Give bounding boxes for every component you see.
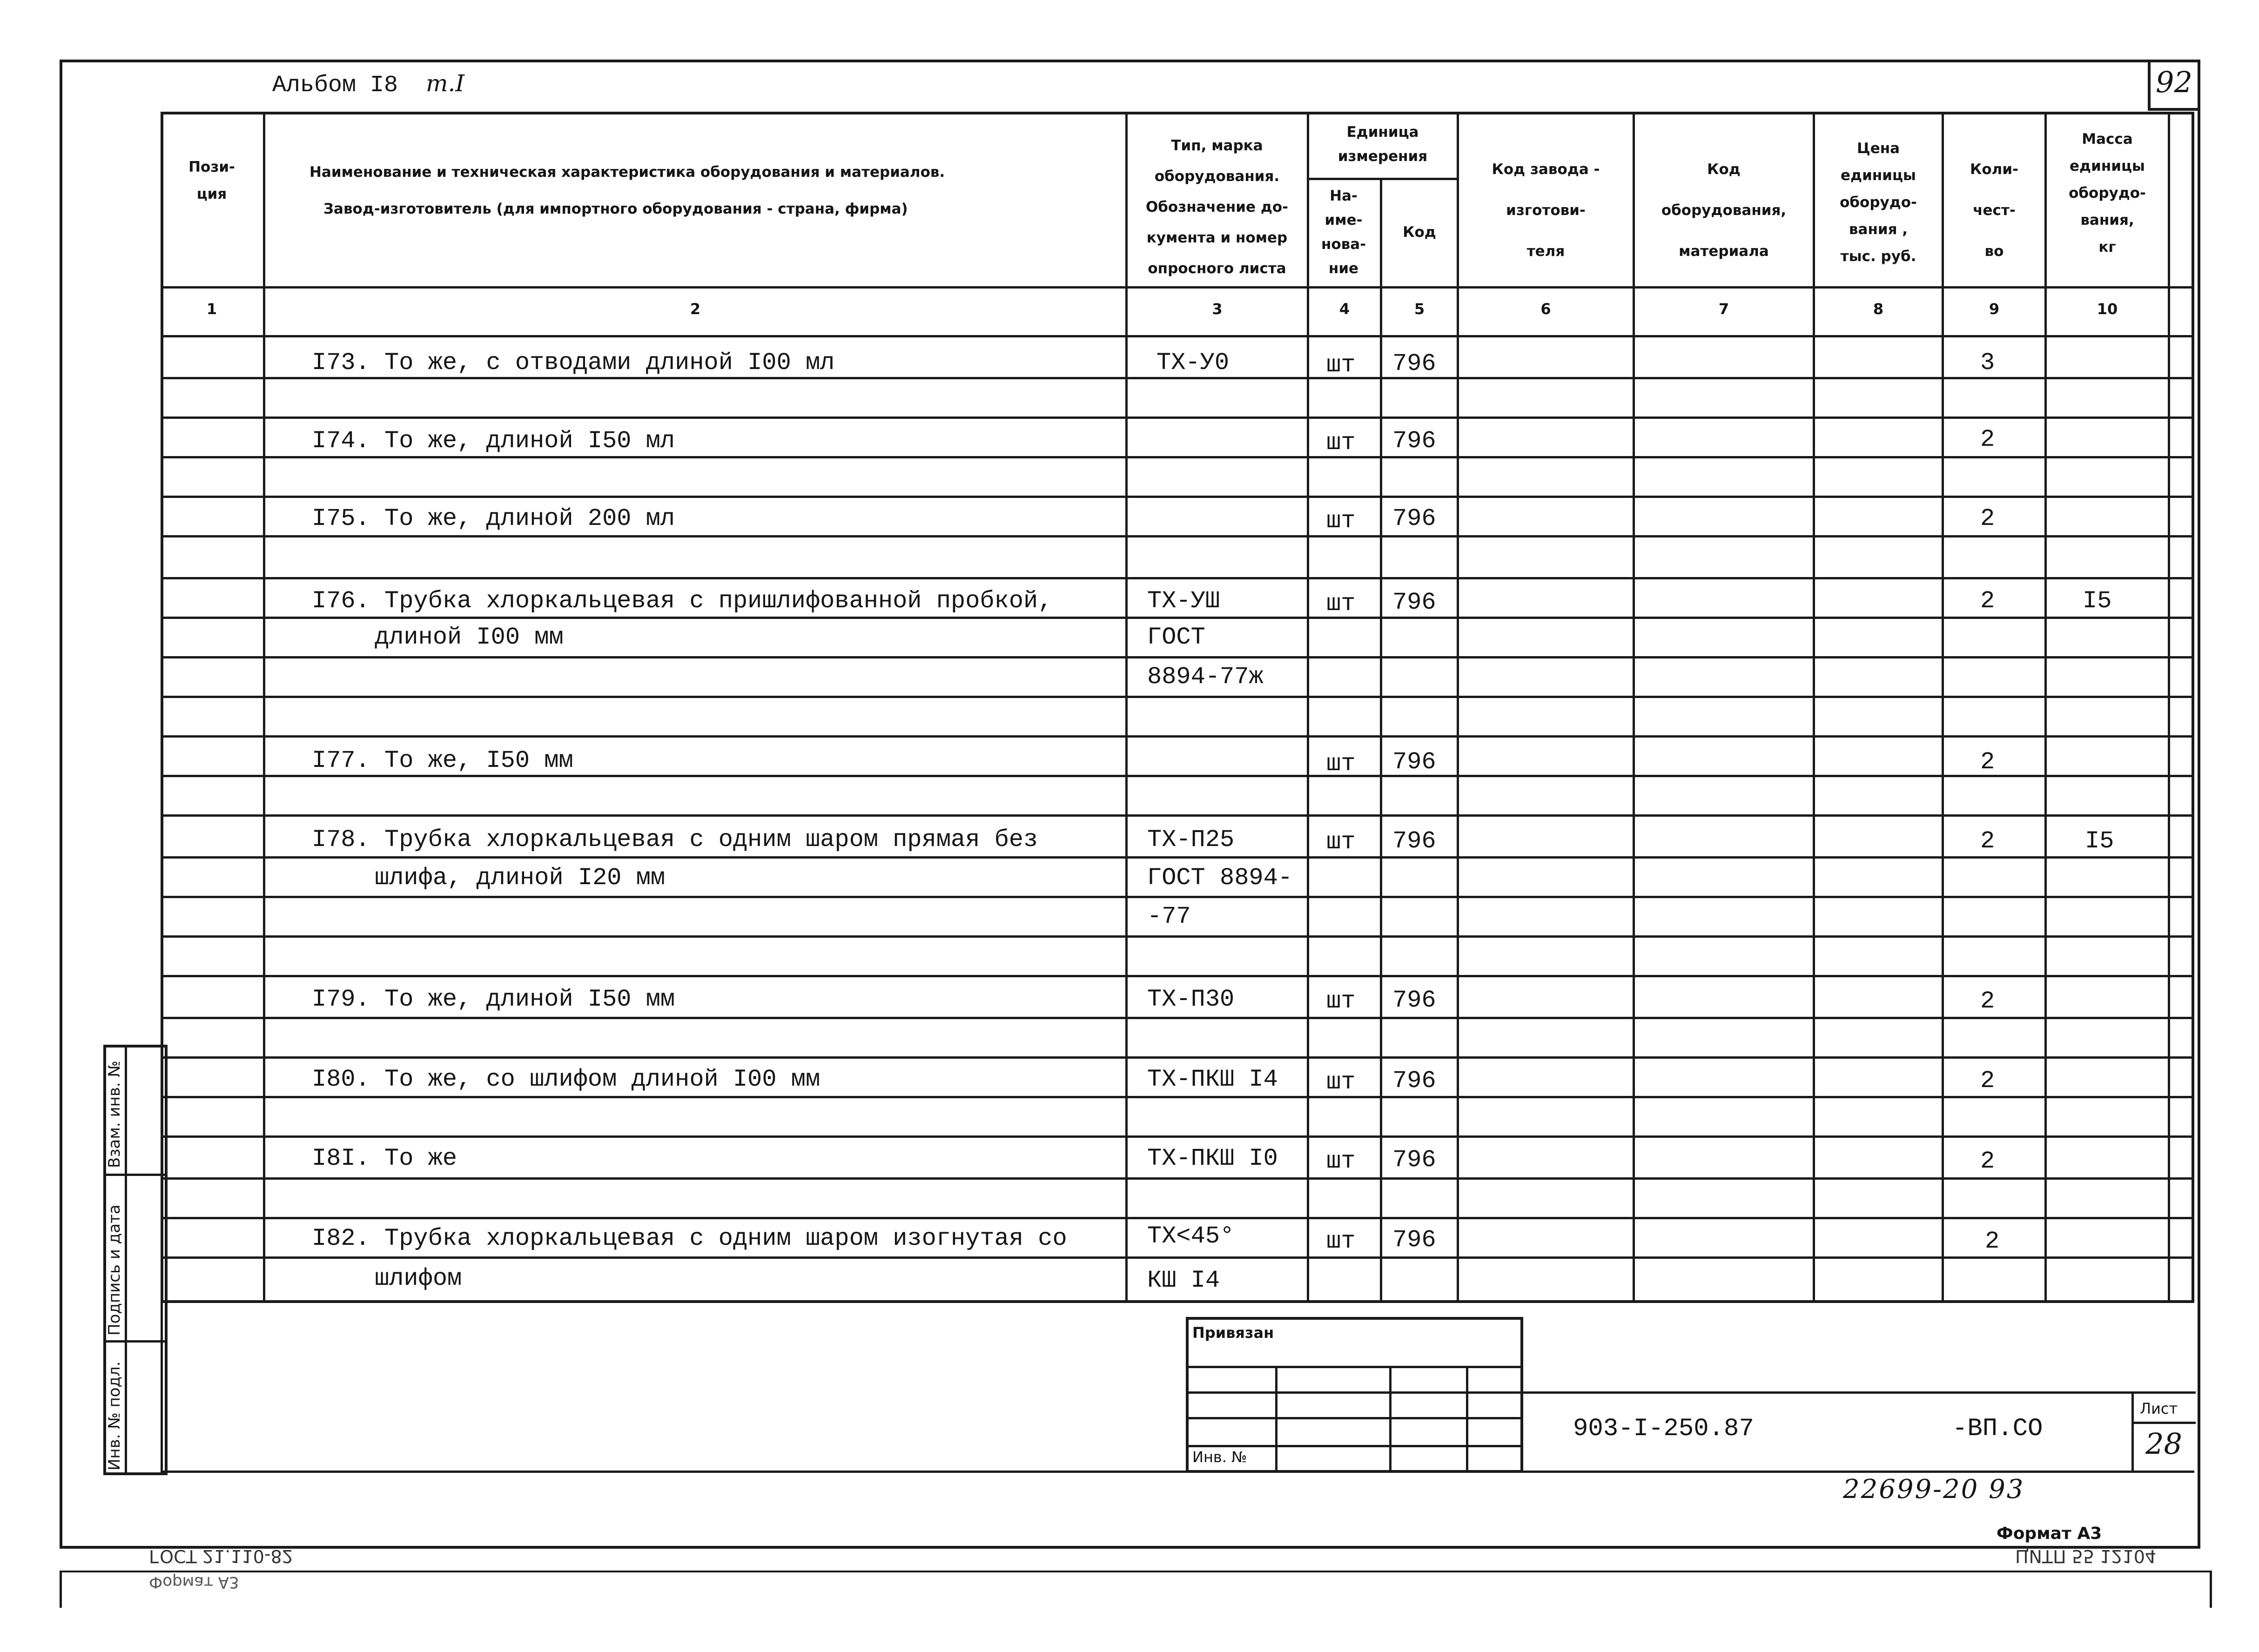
row-182-name-cont: шлифом: [375, 1265, 462, 1292]
album-title: Альбом I8 т.I: [272, 70, 465, 99]
col-1-title: Пози- ция: [188, 159, 235, 202]
col-num-5: 5: [1414, 300, 1425, 318]
col-8-title: Цена единицы оборудо- вания , тыс. руб.: [1840, 140, 1917, 265]
row-178-type-cont: ГОСТ 8894-: [1147, 864, 1293, 892]
col-num-3: 3: [1212, 300, 1223, 318]
row-176-type-cont2: 8894-77ж: [1147, 663, 1264, 691]
col-num-4: 4: [1339, 300, 1350, 318]
row-180-name: I80. То же, со шлифом длиной I00 мм: [312, 1066, 820, 1093]
album-part: т.I: [426, 70, 465, 97]
stamp-inv-label: Инв. №: [1192, 1448, 1247, 1466]
row-177-unit: шт: [1326, 750, 1356, 778]
mirrored-format: Формат А3: [149, 1573, 239, 1592]
row-180-type: ТХ-ПКШ I4: [1147, 1066, 1278, 1093]
row-180-qty: 2: [1980, 1067, 1995, 1095]
row-182-type-cont: КШ I4: [1147, 1267, 1220, 1294]
row-176-qty: 2: [1980, 587, 1995, 615]
col-num-10: 10: [2097, 300, 2118, 318]
row-173-unit: шт: [1326, 351, 1356, 379]
row-179-name: I79. То же, длиной I50 мм: [312, 986, 675, 1013]
col-num-7: 7: [1718, 300, 1729, 318]
row-181-qty: 2: [1980, 1148, 1995, 1175]
row-173-qty: 3: [1980, 349, 1995, 376]
col-2-title: Наименование и техническая характеристика оборудования и материалов. Завод-изготовитель (для импортного оборудования - страна, фирма): [309, 164, 945, 217]
row-180-code: 796: [1392, 1067, 1436, 1095]
unit-group-title: Единица измерения: [1338, 124, 1428, 165]
row-181-code: 796: [1392, 1146, 1436, 1174]
bottom-strip-line: [60, 1571, 2210, 1572]
row-175-qty: 2: [1980, 505, 1995, 532]
row-173-type: ТХ-У0: [1156, 349, 1230, 376]
row-175-unit: шт: [1326, 507, 1356, 535]
handwritten-number: 22699-20 93: [1843, 1474, 2025, 1504]
row-176-name-cont: длиной I00 мм: [375, 624, 564, 651]
row-178-unit: шт: [1326, 828, 1356, 856]
col-5-title: Код: [1403, 224, 1436, 241]
row-178-type: ТХ-П25: [1147, 826, 1235, 853]
stamp-list-number: 28: [2145, 1427, 2182, 1461]
mirrored-gost: ГОСТ 21.110-82: [149, 1546, 293, 1566]
row-178-name-cont: шлифа, длиной I20 мм: [375, 864, 666, 892]
col-7-title: Код оборудования, материала: [1661, 161, 1787, 260]
format-label: Формат А3: [1997, 1524, 2102, 1543]
row-178-mass: I5: [2085, 827, 2114, 855]
row-177-name: I77. То же, I50 мм: [312, 747, 573, 774]
row-179-unit: шт: [1326, 987, 1356, 1015]
table-frame: [161, 112, 2194, 1303]
row-182-name: I82. Трубка хлоркальцевая с одним шаром изогнутая со: [312, 1225, 1067, 1252]
row-182-type: ТХ<45°: [1147, 1222, 1235, 1250]
row-176-mass: I5: [2083, 587, 2112, 615]
side-label-vzam: Взам. инв. №: [105, 1061, 124, 1168]
row-182-unit: шт: [1326, 1228, 1356, 1255]
sheet-corner-number: 92: [2156, 65, 2192, 99]
row-182-qty: 2: [1985, 1228, 2000, 1255]
row-180-unit: шт: [1326, 1068, 1356, 1096]
row-178-type-cont2: -77: [1147, 903, 1191, 930]
row-182-code: 796: [1392, 1226, 1436, 1254]
side-label-podpis: Подпись и дата: [105, 1204, 124, 1336]
row-176-type: ТХ-УШ: [1147, 587, 1220, 615]
col-num-2: 2: [690, 300, 701, 318]
mirrored-cipp: ЦИТП 55 12104: [2015, 1546, 2157, 1566]
row-174-code: 796: [1392, 427, 1436, 455]
row-173-name: I73. То же, с отводами длиной I00 мл: [312, 349, 835, 376]
row-175-code: 796: [1392, 505, 1436, 532]
row-175-name: I75. То же, длиной 200 мл: [312, 505, 675, 532]
row-178-qty: 2: [1980, 827, 1995, 855]
col-10-title: Масса единицы оборудо- вания, кг: [2069, 131, 2146, 255]
stamp-privyazan-label: Привязан: [1192, 1324, 1274, 1342]
row-177-code: 796: [1392, 748, 1436, 776]
col-3-title: Тип, марка оборудования. Обозначение до- кумента и номер опросного листа: [1145, 137, 1289, 277]
row-174-name: I74. То же, длиной I50 мл: [312, 427, 675, 455]
row-173-code: 796: [1392, 350, 1436, 377]
stamp-doc-code: 903-I-250.87: [1573, 1415, 1754, 1443]
col-num-9: 9: [1989, 300, 2000, 318]
row-179-type: ТХ-П30: [1147, 986, 1235, 1013]
row-176-type-cont: ГОСТ: [1147, 624, 1205, 651]
col-4-title: На- име- нова- ние: [1321, 188, 1366, 277]
row-178-code: 796: [1392, 827, 1436, 855]
col-9-title: Коли- чест- во: [1970, 161, 2018, 260]
stamp-list-label: Лист: [2140, 1400, 2178, 1417]
row-177-qty: 2: [1980, 748, 1995, 776]
row-176-name: I76. Трубка хлоркальцевая с пришлифованной пробкой,: [312, 587, 1053, 615]
row-179-code: 796: [1392, 987, 1436, 1014]
col-num-6: 6: [1540, 300, 1551, 318]
row-176-unit: шт: [1326, 590, 1356, 618]
row-174-unit: шт: [1326, 429, 1356, 457]
row-181-name: I8I. То же: [312, 1145, 457, 1172]
row-179-qty: 2: [1980, 987, 1995, 1015]
stamp-doc-suffix: -ВП.СО: [1952, 1415, 2043, 1443]
row-176-code: 796: [1392, 589, 1436, 616]
row-174-qty: 2: [1980, 426, 1995, 453]
row-181-type: ТХ-ПКШ I0: [1147, 1145, 1278, 1172]
col-num-1: 1: [206, 300, 217, 318]
col-6-title: Код завода - изготови- теля: [1492, 161, 1600, 260]
row-178-name: I78. Трубка хлоркальцевая с одним шаром прямая без: [312, 826, 1038, 853]
col-num-8: 8: [1873, 300, 1884, 318]
row-181-unit: шт: [1326, 1148, 1356, 1175]
side-label-inv-podl: Инв. № подл.: [105, 1361, 124, 1471]
